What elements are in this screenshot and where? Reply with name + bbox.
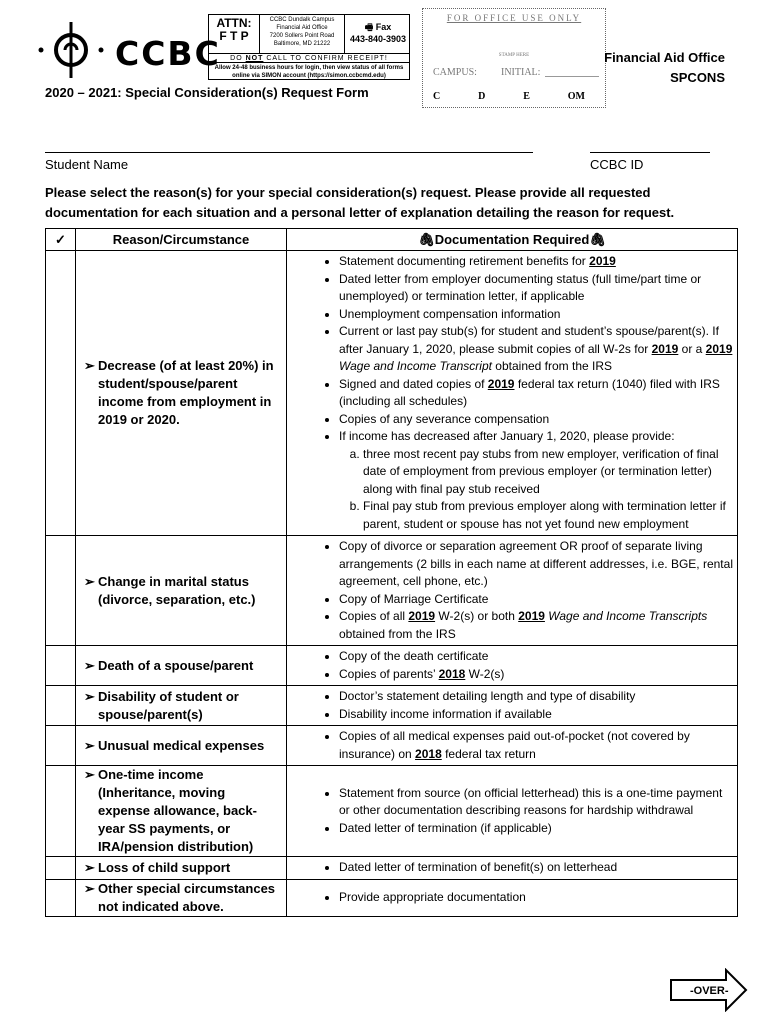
- address-line: CCBC Dundalk Campus: [269, 17, 335, 23]
- attn-label-line-2: F T P: [219, 29, 249, 43]
- doc-item: • Copies of all 2019 W-2(s) or both 2019 Wage and Income Transcripts obtained from the IRS: [339, 608, 733, 643]
- requirements-table: [45, 228, 738, 917]
- doc-item: • Statement documenting retirement benefits for 2019: [339, 253, 733, 271]
- docs-cell: [287, 879, 738, 916]
- attn-label: [212, 17, 256, 55]
- reason-text: Loss of child support: [98, 859, 231, 875]
- row-checkbox[interactable]: [46, 766, 76, 857]
- table-row: [46, 766, 738, 857]
- office-heading: [604, 48, 725, 88]
- row-checkbox[interactable]: [46, 251, 76, 536]
- office-code: OM: [567, 91, 585, 102]
- docs-cell: [287, 857, 738, 880]
- doc-item: • Provide appropriate documentation: [339, 889, 733, 907]
- doc-item: • Disability income information if available: [339, 706, 733, 724]
- row-checkbox[interactable]: [46, 726, 76, 766]
- fax-number: 443-840-3903: [349, 34, 407, 44]
- office-code: C: [433, 91, 441, 102]
- doc-item: • Signed and dated copies of 2019 federal tax return (1040) filed with IRS (including all schedules): [339, 376, 733, 411]
- docs-header: [287, 229, 738, 251]
- reason-text: Disability of student or spouse/parent(s): [98, 688, 239, 722]
- table-row: [46, 726, 738, 766]
- reason-cell: [76, 857, 287, 880]
- office-code: E: [523, 91, 530, 102]
- form-title: 2020 – 2021: Special Consideration(s) Request Form: [45, 85, 369, 100]
- arrow-icon: ➢: [84, 859, 95, 875]
- reason-text: Other special circumstances not indicated above.: [98, 880, 276, 914]
- doc-item: • Doctor’s statement detailing length and type of disability: [339, 688, 733, 706]
- attn-address: [259, 15, 345, 53]
- row-checkbox[interactable]: [46, 536, 76, 646]
- reason-header: Reason/Circumstance: [76, 229, 287, 251]
- table-row: [46, 251, 738, 536]
- reason-text: Change in marital status (divorce, separation, etc.): [98, 573, 256, 607]
- office-use-title: FOR OFFICE USE ONLY: [446, 13, 582, 23]
- over-label: -OVER-: [690, 985, 729, 997]
- docs-cell: [287, 726, 738, 766]
- docs-header-label: Documentation Required: [434, 231, 590, 247]
- ccbc-logo: [35, 20, 221, 80]
- docs-cell: [287, 646, 738, 686]
- warning-text: DO: [230, 55, 246, 62]
- student-name-field[interactable]: [45, 152, 533, 153]
- arrow-icon: ➢: [84, 880, 95, 896]
- arrow-icon: ➢: [84, 573, 95, 589]
- arrow-icon: ➢: [84, 688, 95, 704]
- ccbc-logo-mark: [35, 20, 115, 80]
- doc-item: • Current or last pay stub(s) for student and student’s spouse/parent(s). If after January 1, 2020, please submit copies of all W-2s for 2019 or a 2019 Wage and Income Transcript obtained from the IRS: [339, 323, 733, 376]
- docs-cell: [287, 766, 738, 857]
- office-use-box: [422, 8, 606, 108]
- reason-cell: [76, 726, 287, 766]
- doc-item: • Copy of Marriage Certificate: [339, 591, 733, 609]
- row-checkbox[interactable]: [46, 879, 76, 916]
- doc-item: • Dated letter of termination (if applicable): [339, 820, 733, 838]
- initial-line: [545, 76, 599, 77]
- docs-cell: [287, 536, 738, 646]
- office-code: D: [478, 91, 486, 102]
- attn-box: [208, 14, 410, 80]
- arrow-icon: ➢: [84, 657, 95, 673]
- row-checkbox[interactable]: [46, 857, 76, 880]
- docs-cell: [287, 251, 738, 536]
- ccbc-id-label: CCBC ID: [590, 157, 644, 172]
- table-row: [46, 857, 738, 880]
- address-line: Financial Aid Office: [276, 25, 328, 31]
- office-codes: [433, 91, 585, 102]
- office-code-label: SPCONS: [670, 70, 725, 85]
- table-row: [46, 686, 738, 726]
- doc-item: • Dated letter of termination of benefit(s) on letterhead: [339, 859, 733, 877]
- doc-item: • Copies of parents’ 2018 W-2(s): [339, 666, 733, 684]
- doc-item: • Copies of any severance compensation: [339, 411, 733, 429]
- doc-item: • Copy of the death certificate: [339, 648, 733, 666]
- reason-text: Death of a spouse/parent: [98, 657, 254, 673]
- table-header-row: [46, 229, 738, 251]
- reason-text: Decrease (of at least 20%) in student/spouse/parent income from employment in 2019 or 2020.: [98, 358, 274, 427]
- office-name: Financial Aid Office: [604, 50, 725, 65]
- ccbc-id-field[interactable]: [590, 152, 710, 153]
- row-checkbox[interactable]: [46, 686, 76, 726]
- address-line: 7200 Sollers Point Road: [269, 33, 335, 39]
- doc-item: • Statement from source (on official letterhead) this is a one-time payment or other documentation describing reasons for hardship withdrawal: [339, 785, 733, 820]
- warning-not: NOT: [245, 55, 264, 62]
- reason-text: One-time income (Inheritance, moving expense allowance, back-year SS payments, or IRA/pension distribution): [98, 767, 257, 854]
- doc-item: • Copy of divorce or separation agreement OR proof of separate living arrangements (2 bills in each name at different addresses, i.e. BGE, rental agreement, cell phone, etc.): [339, 538, 733, 591]
- doc-item: • If income has decreased after January 1, 2020, please provide: a. three most recent pay stubs from new employer, verification of final date of employment from previous employer (or termination letter) along with final pay stub received b. Final pay stub from previous employer along with termination letter if parent, student or spouse has not yet found new employment: [339, 428, 733, 533]
- doc-item: • Unemployment compensation information: [339, 306, 733, 324]
- paperclip-icon: 🖇: [418, 231, 435, 247]
- initial-label: INITIAL:: [501, 67, 541, 78]
- table-row: [46, 646, 738, 686]
- reason-cell: [76, 766, 287, 857]
- check-header: ✓: [46, 229, 76, 251]
- attn-label-line-1: ATTN:: [216, 16, 252, 30]
- reason-cell: [76, 686, 287, 726]
- row-checkbox[interactable]: [46, 646, 76, 686]
- stamp-area-label: STAMP HERE: [498, 53, 530, 58]
- processing-note: Allow 24-48 business hours for login, then view status of all forms online via SIMON account (https://simon.ccbcmd.edu): [209, 62, 409, 80]
- over-arrow: [670, 968, 748, 1012]
- fax-info: [347, 21, 409, 45]
- arrow-icon: ➢: [84, 737, 95, 753]
- docs-cell: [287, 686, 738, 726]
- reason-cell: [76, 879, 287, 916]
- reason-cell: [76, 646, 287, 686]
- reason-text: Unusual medical expenses: [98, 737, 265, 753]
- student-name-label: Student Name: [45, 157, 129, 172]
- instructions: Please select the reason(s) for your special consideration(s) request. Please provide all requested documentation for each situation and a personal letter of explanation detailing the reason for request.: [45, 185, 675, 220]
- paperclip-icon: 🖇: [589, 231, 606, 247]
- doc-item: • Copies of all medical expenses paid out-of-pocket (not covered by insurance) on 2018 federal tax return: [339, 728, 733, 763]
- table-row: [46, 536, 738, 646]
- doc-subitem: b. Final pay stub from previous employer along with termination letter if parent, student or spouse has not yet found new employment: [363, 498, 733, 533]
- campus-label: CAMPUS:: [433, 67, 477, 78]
- warning-text: CALL TO CONFIRM RECEIPT!: [263, 55, 388, 62]
- logo-text: CCBC: [115, 34, 221, 73]
- fax-label: 🖷 Fax: [364, 22, 392, 32]
- reason-cell: [76, 536, 287, 646]
- table-row: [46, 879, 738, 916]
- arrow-icon: ➢: [84, 767, 95, 782]
- doc-subitem: a. three most recent pay stubs from new employer, verification of final date of employment from previous employer (or termination letter) along with final pay stub received: [363, 446, 733, 499]
- reason-cell: [76, 251, 287, 536]
- address-line: Baltimore, MD 21222: [273, 41, 331, 47]
- doc-item: • Dated letter from employer documenting status (full time/part time or unemployed) or termination letter, if applicable: [339, 271, 733, 306]
- arrow-icon: ➢: [84, 358, 95, 373]
